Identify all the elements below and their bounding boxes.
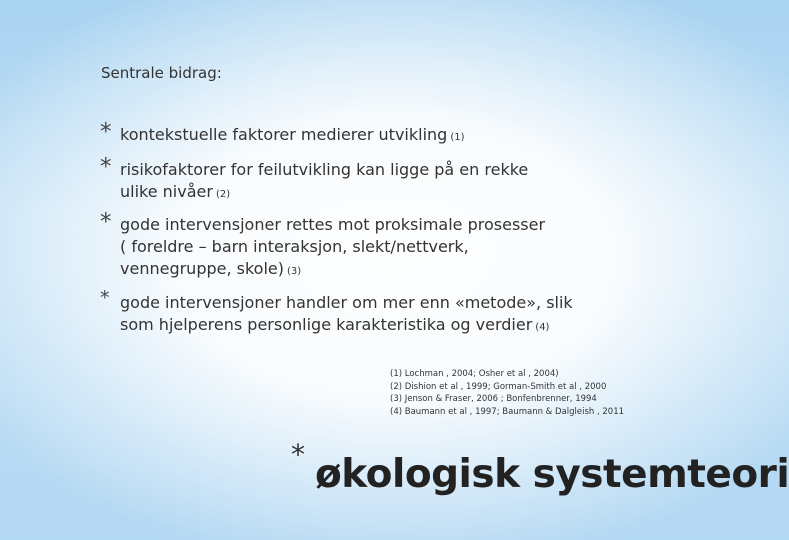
bullet-item bbox=[100, 154, 529, 206]
bullet-star-icon: * bbox=[100, 287, 110, 309]
slide-title: økologisk systemteori bbox=[315, 452, 789, 497]
reference-list bbox=[390, 368, 624, 418]
reference-item: (1) Lochman , 2004; Osher et al , 2004) bbox=[390, 369, 559, 379]
reference-item: (4) Baumann et al , 1997; Baumann & Dalgleish , 2011 bbox=[390, 406, 625, 417]
bullet-text: vennegruppe, skole) bbox=[120, 259, 284, 278]
section-heading: Sentrale bidrag: bbox=[101, 64, 222, 82]
citation-marker: (2) bbox=[215, 189, 231, 200]
reference-item: (3) Jenson & Fraser, 2006 ; Bonfenbrenner, 1994 bbox=[390, 394, 597, 404]
bullet-text: ulike nivåer bbox=[120, 182, 213, 201]
citation-marker: (4) bbox=[535, 322, 550, 333]
bullet-text: kontekstuelle faktorer medierer utvikling bbox=[120, 125, 448, 144]
citation-marker: (1) bbox=[450, 132, 465, 143]
bullet-text: gode intervensjoner handler om mer enn «metode», slik bbox=[120, 293, 573, 312]
bullet-item bbox=[100, 119, 465, 149]
bullet-item bbox=[100, 209, 546, 283]
title-star-icon: * bbox=[291, 438, 305, 471]
bullet-item bbox=[100, 287, 573, 339]
reference-item: (2) Dishion et al , 1999; Gorman-Smith et al , 2000 bbox=[390, 381, 607, 392]
bullet-text: som hjelperens personlige karakteristika og verdier bbox=[120, 315, 533, 334]
citation-marker: (3) bbox=[287, 266, 302, 277]
bullet-star-icon: * bbox=[100, 119, 112, 145]
bullet-star-icon: * bbox=[100, 209, 112, 235]
bullet-text: gode intervensjoner rettes mot proksimale prosesser bbox=[120, 215, 546, 234]
bullet-star-icon: * bbox=[100, 154, 112, 180]
bullet-text: risikofaktorer for feilutvikling kan ligge på en rekke bbox=[120, 160, 529, 179]
bullet-text: ( foreldre – barn interaksjon, slekt/nettverk, bbox=[120, 237, 469, 256]
